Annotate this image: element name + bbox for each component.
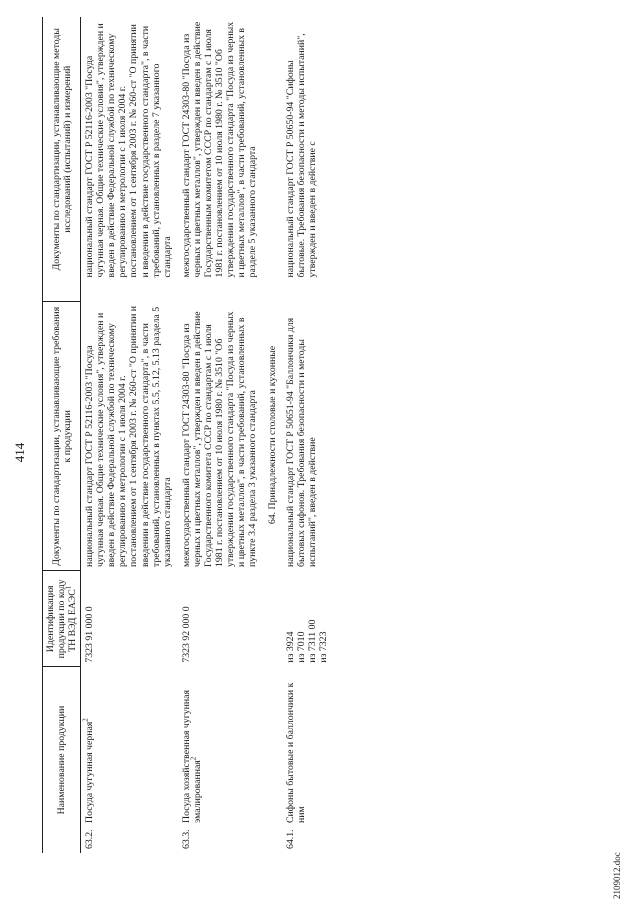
row-number: 64.1. — [285, 829, 297, 849]
header-product-name: Наименование продукции — [43, 667, 81, 853]
methods-cell: национальный стандарт ГОСТ Р 50650-94 "Сифоны бытовые. Требования безопасности и методы испытаний", утвержден и введен в действие с — [285, 33, 319, 278]
header-spacer — [43, 281, 81, 301]
table-header-row — [43, 17, 81, 853]
footer-filename: 2109012.doc — [612, 852, 622, 899]
table-row — [178, 17, 263, 853]
header-method-docs: Документы по стандартизации, устанавливающие методы исследований (испытаний) и измерений — [43, 17, 81, 281]
product-cell: 63.3. Посуда хозяйственная чугунная эмалированная$^2$ — [180, 690, 203, 849]
requirements-cell: национальный стандарт ГОСТ Р 50651-94 "Баллончики для бытовых сифонов. Требования безопасности и методы испытаний", введен в действие — [285, 317, 319, 567]
product-name: Сифоны бытовые и баллончики к ним — [285, 682, 308, 823]
methods-cell: межгосударственный стандарт ГОСТ 24303-80 "Посуда из черных и цветных металлов", утвержден и введен в действие Государственным комитетом СССР по стандартам с 1 июля 1981 г. постановлением от 10 июля 1980 г. № 3510 "Об утверждении государственного стандарта "Посуда из черных и цветных металлов", в части требований, установленных в разделе 5 указанного стандарта — [180, 21, 259, 278]
product-name: Посуда хозяйственная чугунная эмалированная — [180, 690, 203, 823]
standards-table — [42, 17, 334, 853]
requirements-cell: межгосударственный стандарт ГОСТ 24303-80 "Посуда из черных и цветных металлов", утвержден и введен в действие Государственного комитета СССР по стандартам с 1 июля 1981 г. постановлением от 10 июля 1980 г. № 3510 "Об утверждении государственного стандарта "Посуда из черных и цветных металлов", в части требований, установленных в пункте 3.4 раздела 3 указанного стандарта — [180, 311, 259, 567]
product-name: Посуда чугунная черная — [84, 721, 96, 823]
code-cell: из 3924 из 7010 из 7311 00 из 7323 — [285, 619, 330, 663]
header-requirement-docs: Документы по стандартизации, устанавливающие требования к продукции — [43, 302, 81, 571]
requirements-cell: национальный стандарт ГОСТ Р 52116-2003 "Посуда чугунная черная. Общие технические условия", утвержден и введен в действие Федеральной службой по техническому регулированию и метрологии с 1 июля 2004 г. постановлением от 1 сентября 2003 г. № 260-ст "О принятии и введении в действие государственного стандарта", в части требований, установленных в пунктах 5.5, 5.12, 5.13 раздела 5 указанного стандарта — [84, 305, 173, 567]
page-number: 414 — [12, 442, 27, 463]
section-heading: 64. Принадлежности столовые и кухонные — [267, 345, 279, 525]
table-row — [282, 17, 334, 853]
table-row — [81, 17, 178, 853]
methods-cell: национальный стандарт ГОСТ Р 52116-2003 "Посуда чугунная черная. Общие технические условия", утвержден и введен в действие Федеральной службой по техническому регулированию и метрологии с 1 июля 2004 г. постановлением от 1 сентября 2003 г. № 260-ст "О принятии и введении в действие государственного стандарта", в части требований, установленных в разделе 7 указанного стандарта — [84, 23, 173, 278]
row-number: 63.2. — [84, 829, 96, 849]
code-cell: 7323 92 000 0 — [180, 606, 192, 663]
section-row — [263, 17, 282, 853]
product-cell: 63.2. Посуда чугунная черная$^2$ — [81, 718, 96, 849]
header-tnved-code: Идентификация продукции по коду ТН ВЭД ЕАЭС$^1$ — [43, 571, 81, 667]
product-cell — [282, 667, 334, 853]
code-cell: 7323 91 000 0 — [84, 606, 96, 663]
row-number: 63.3. — [180, 829, 192, 849]
